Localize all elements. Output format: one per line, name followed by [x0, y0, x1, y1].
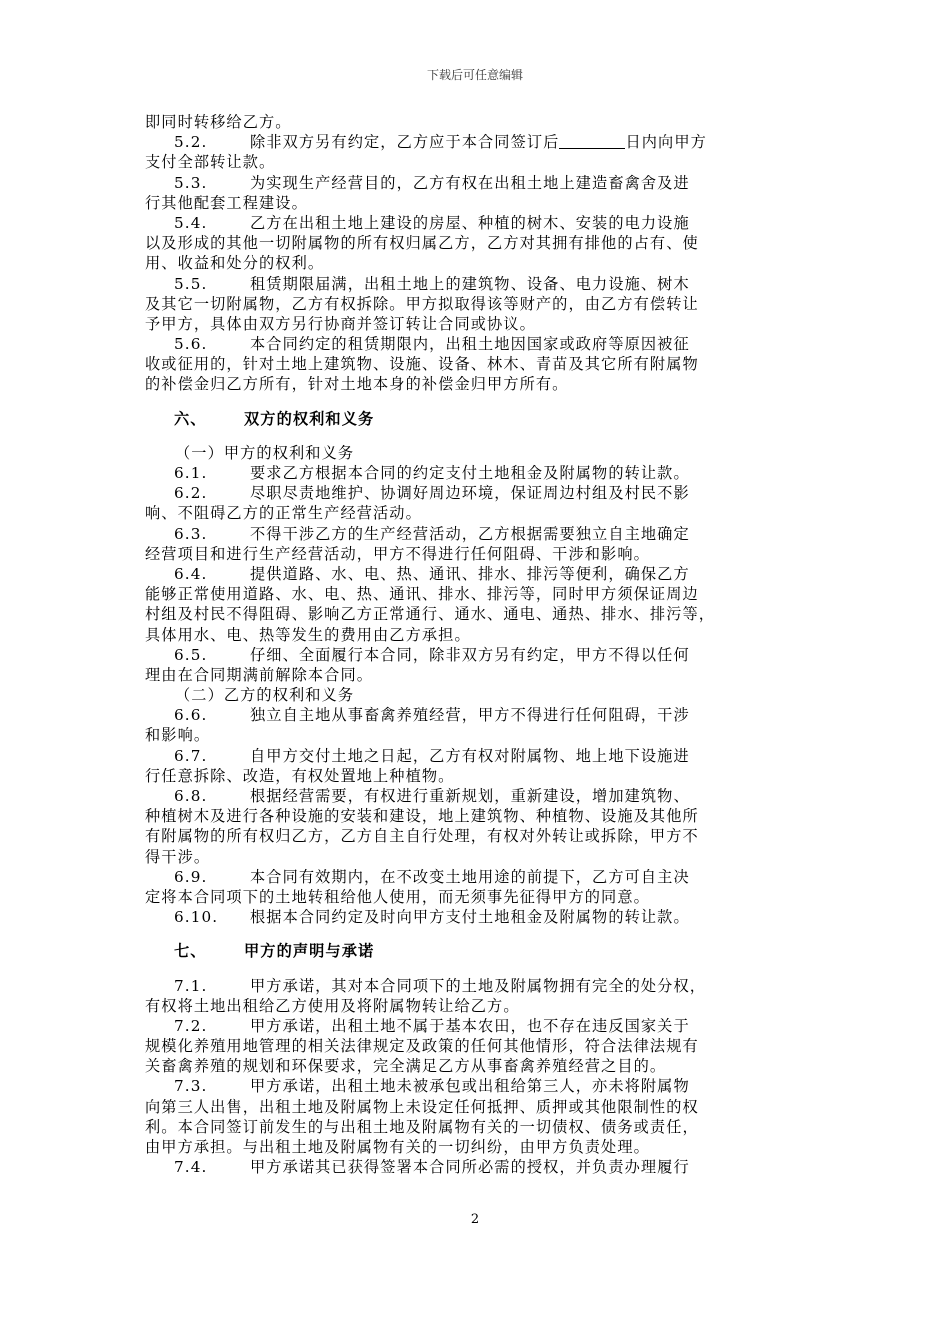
text-line: [145, 213, 805, 233]
clause-number: 7.1.: [174, 976, 208, 995]
text-line: [145, 766, 805, 786]
section-heading-6: [145, 409, 805, 429]
text-line: [145, 867, 805, 887]
clause-text: 理由在合同期满前解除本合同。: [145, 665, 374, 684]
clause-text: 以及形成的其他一切附属物的所有权归属乙方，乙方对其拥有排他的占有、使: [145, 234, 699, 253]
clause-number: 7.3.: [174, 1077, 208, 1096]
clause-text: 经营项目和进行生产经营活动，甲方不得进行任何阻碍、干涉和影响。: [145, 544, 650, 563]
clause-text: 日内向甲方: [625, 133, 707, 152]
clause-block-6b: [145, 705, 805, 927]
clause-block-7: [145, 976, 805, 1178]
text-line: [145, 354, 805, 374]
clause-block-5: [145, 112, 805, 395]
text-line: [145, 132, 805, 152]
clause-number: 5.3.: [174, 173, 208, 192]
text-line: [145, 976, 805, 996]
text-line: [145, 1157, 805, 1177]
text-line: [145, 604, 805, 624]
clause-number: 6.3.: [174, 524, 208, 543]
text-line: [145, 374, 805, 394]
clause-text: 自甲方交付土地之日起，乙方有权对附属物、地上地下设施进: [250, 746, 690, 765]
text-line: [145, 584, 805, 604]
clause-text: 向第三人出售，出租土地及附属物上未设定任何抵押、质押或其他限制性的权: [145, 1097, 699, 1116]
text-line: [145, 645, 805, 665]
clause-number: 5.4.: [174, 213, 208, 232]
clause-number: 6.10.: [174, 908, 219, 927]
clause-number: 6.5.: [174, 645, 208, 664]
section-title: 双方的权利和义务: [244, 409, 375, 428]
text-line: [145, 294, 805, 314]
text-line: [145, 786, 805, 806]
clause-text: 支付全部转让款。: [145, 153, 276, 172]
subsection-title-a: （一）甲方的权利和义务: [175, 443, 355, 462]
clause-text: 独立自主地从事畜禽养殖经营，甲方不得进行任何阻碍，干涉: [250, 706, 690, 725]
clause-text: 和影响。: [145, 726, 211, 745]
text-line: [145, 544, 805, 564]
clause-number: 7.2.: [174, 1016, 208, 1035]
clause-number: 6.9.: [174, 867, 208, 886]
clause-text: 甲方承诺，出租土地未被承包或出租给第三人，亦未将附属物: [250, 1077, 690, 1096]
clause-number: 7.4.: [174, 1158, 208, 1177]
text-line: [145, 665, 805, 685]
text-line: [145, 483, 805, 503]
text-line: [145, 806, 805, 826]
text-line: [145, 625, 805, 645]
clause-text: 关畜禽养殖的规划和环保要求，完全满足乙方从事畜禽养殖经营之目的。: [145, 1057, 667, 1076]
clause-text: 乙方在出租土地上建设的房屋、种植的树木、安装的电力设施: [250, 213, 690, 232]
clause-text: 收或征用的，针对土地上建筑物、设施、设备、林木、青苗及其它所有附属物: [145, 355, 699, 374]
text-line: [145, 847, 805, 867]
document-body: [145, 112, 805, 1177]
text-line: [145, 725, 805, 745]
text-line: [145, 152, 805, 172]
clause-text: 根据经营需要，有权进行重新规划，重新建设，增加建筑物、: [250, 787, 690, 806]
fill-in-blank: [559, 134, 625, 149]
text-line: [145, 463, 805, 483]
clause-text: 响、不阻碍乙方的正常生产经营活动。: [145, 504, 422, 523]
text-line: [145, 746, 805, 766]
clause-text: 租赁期限届满，出租土地上的建筑物、设备、电力设施、树木: [250, 274, 690, 293]
clause-text: 的补偿金归乙方所有，针对土地本身的补偿金归甲方所有。: [145, 375, 569, 394]
clause-text: 为实现生产经营目的，乙方有权在出租土地上建造畜禽舍及进: [250, 173, 690, 192]
clause-text: 本合同有效期内，在不改变土地用途的前提下，乙方可自主决: [250, 867, 690, 886]
clause-text: 具体用水、电、热等发生的费用由乙方承担。: [145, 625, 471, 644]
clause-text: 有权将土地出租给乙方使用及将附属物转让给乙方。: [145, 996, 520, 1015]
clause-text: 要求乙方根据本合同的约定支付土地租金及附属物的转让款。: [250, 464, 690, 483]
clause-text: 根据本合同约定及时向甲方支付土地租金及附属物的转让款。: [250, 908, 690, 927]
clause-text: 由甲方承担。与出租土地及附属物有关的一切纠纷，由甲方负责处理。: [145, 1138, 650, 1157]
clause-text: 甲方承诺其已获得签署本合同所必需的授权，并负责办理履行: [250, 1158, 690, 1177]
clause-text: 利。本合同签订前发生的与出租土地及附属物有关的一切债权、债务或责任，: [145, 1117, 699, 1136]
clause-number: 6.1.: [174, 464, 208, 483]
text-line: [145, 826, 805, 846]
clause-text: 甲方承诺，其对本合同项下的土地及附属物拥有完全的处分权，: [250, 976, 707, 995]
clause-text: 除非双方另有约定，乙方应于本合同签订后: [250, 133, 560, 152]
text-line: [145, 233, 805, 253]
clause-number: 5.6.: [174, 335, 208, 354]
page-header: 下载后可任意编辑: [426, 68, 523, 82]
clause-number: 5.2.: [174, 133, 208, 152]
clause-text: 定将本合同项下的土地转租给他人使用，而无须事先征得甲方的同意。: [145, 887, 650, 906]
clause-text: 有附属物的所有权归乙方，乙方自主自行处理，有权对外转让或拆除，甲方不: [145, 827, 699, 846]
clause-number: 5.5.: [174, 274, 208, 293]
clause-text: 本合同约定的租赁期限内，出租土地因国家或政府等原因被征: [250, 335, 690, 354]
page-number: 2: [470, 1212, 480, 1227]
clause-number: 6.7.: [174, 746, 208, 765]
clause-text: 村组及村民不得阻碍、影响乙方正常通行、通水、通电、通热、排水、排污等，: [145, 605, 716, 624]
text-line: [145, 907, 805, 927]
clause-text: 即同时转移给乙方。: [145, 113, 292, 131]
text-line: [145, 564, 805, 584]
clause-number: 6.8.: [174, 787, 208, 806]
text-line: [145, 887, 805, 907]
text-line: [145, 173, 805, 193]
clause-text: 仔细、全面履行本合同，除非双方另有约定，甲方不得以任何: [250, 645, 690, 664]
section-heading-7: [145, 941, 805, 961]
text-line: [145, 112, 805, 132]
clause-text: 甲方承诺，出租土地不属于基本农田，也不存在违反国家关于: [250, 1016, 690, 1035]
text-line: [145, 1117, 805, 1137]
text-line: [145, 524, 805, 544]
clause-text: 行任意拆除、改造，有权处置地上种植物。: [145, 766, 455, 785]
clause-text: 提供道路、水、电、热、通讯、排水、排污等便利，确保乙方: [250, 564, 690, 583]
clause-text: 种植树木及进行各种设施的安装和建设，地上建筑物、种植物、设施及其他所: [145, 807, 699, 826]
clause-number: 6.2.: [174, 484, 208, 503]
text-line: [145, 1036, 805, 1056]
text-line: [145, 503, 805, 523]
text-line: [145, 274, 805, 294]
section-number: 七、: [174, 942, 207, 961]
text-line: [145, 705, 805, 725]
clause-text: 尽职尽责地维护、协调好周边环境，保证周边村组及村民不影: [250, 484, 690, 503]
text-line: [145, 193, 805, 213]
text-line: [145, 996, 805, 1016]
text-line: [145, 1137, 805, 1157]
clause-block-6a: [145, 463, 805, 685]
clause-number: 6.4.: [174, 564, 208, 583]
clause-text: 不得干涉乙方的生产经营活动，乙方根据需要独立自主地确定: [250, 524, 690, 543]
text-line: [145, 314, 805, 334]
clause-text: 行其他配套工程建设。: [145, 193, 308, 212]
section-number: 六、: [174, 409, 207, 428]
text-line: [145, 1076, 805, 1096]
clause-text: 用、收益和处分的权利。: [145, 254, 325, 273]
text-line: [145, 334, 805, 354]
subsection-title-b: （二）乙方的权利和义务: [175, 686, 355, 705]
clause-number: 6.6.: [174, 706, 208, 725]
clause-text: 予甲方，具体由双方另行协商并签订转让合同或协议。: [145, 314, 536, 333]
clause-text: 及其它一切附属物，乙方有权拆除。甲方拟取得该等财产的，由乙方有偿转让: [145, 294, 699, 313]
text-line: [145, 1016, 805, 1036]
text-line: [145, 253, 805, 273]
text-line: [145, 1056, 805, 1076]
section-title: 甲方的声明与承诺: [244, 942, 375, 961]
clause-text: 能够正常使用道路、水、电、热、通讯、排水、排污等，同时甲方须保证周边: [145, 585, 699, 604]
text-line: [145, 1097, 805, 1117]
clause-text: 规模化养殖用地管理的相关法律规定及政策的任何其他情形，符合法律法规有: [145, 1037, 699, 1056]
clause-text: 得干涉。: [145, 847, 211, 866]
